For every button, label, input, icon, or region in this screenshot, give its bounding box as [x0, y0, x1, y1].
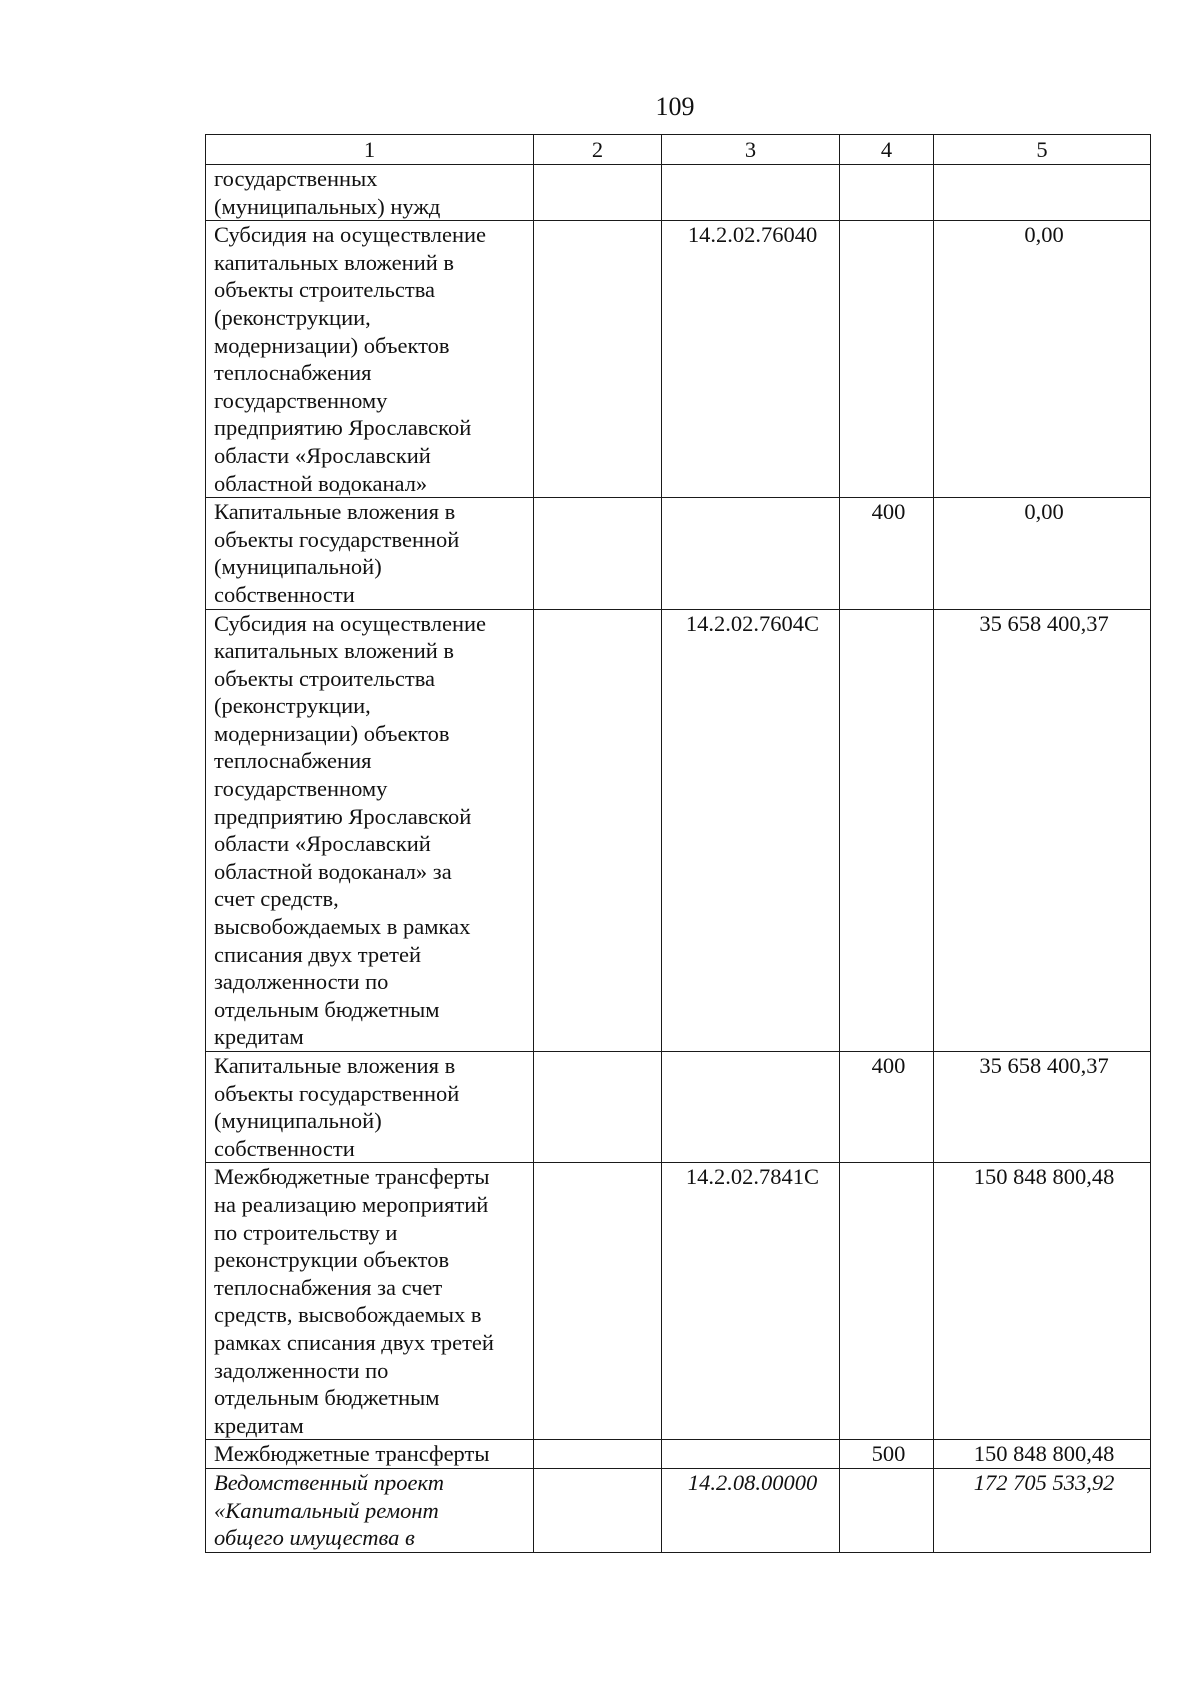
row-name-cell: Капитальные вложения в объекты государственной (муниципальной) собственности: [206, 498, 534, 609]
row-type-cell: [840, 1163, 934, 1440]
row-type-cell: 400: [840, 1052, 934, 1163]
table-row: [206, 498, 1151, 609]
row-name-cell: государственных (муниципальных) нужд: [206, 165, 534, 221]
header-cell-3: 3: [662, 135, 840, 165]
row-col2-cell: [534, 165, 662, 221]
header-cell-5: 5: [934, 135, 1151, 165]
table-row: [206, 1440, 1151, 1469]
table-row: [206, 221, 1151, 498]
row-amount-cell: 0,00: [934, 221, 1151, 498]
header-cell-1: 1: [206, 135, 534, 165]
row-col2-cell: [534, 609, 662, 1052]
table-row: [206, 1468, 1151, 1552]
row-col2-cell: [534, 1163, 662, 1440]
row-code-cell: 14.2.02.7841С: [662, 1163, 840, 1440]
row-type-cell: [840, 1468, 934, 1552]
row-name-cell: Межбюджетные трансферты: [206, 1440, 534, 1469]
table-header-row: [206, 135, 1151, 165]
row-code-cell: 14.2.02.76040: [662, 221, 840, 498]
row-code-cell: [662, 498, 840, 609]
row-type-cell: [840, 165, 934, 221]
row-col2-cell: [534, 221, 662, 498]
table-row: [206, 609, 1151, 1052]
table-row: [206, 165, 1151, 221]
row-col2-cell: [534, 1052, 662, 1163]
row-code-cell: [662, 1440, 840, 1469]
row-type-cell: 400: [840, 498, 934, 609]
row-name-cell: Субсидия на осуществление капитальных вложений в объекты строительства (реконструкции, модернизации) объектов теплоснабжения государственному предприятию Ярославской области «Ярославский областной водоканал» за счет средств, высвобождаемых в рамках списания двух третей задолженности по отдельным бюджетным кредитам: [206, 609, 534, 1052]
row-amount-cell: 150 848 800,48: [934, 1163, 1151, 1440]
row-code-cell: 14.2.08.00000: [662, 1468, 840, 1552]
table-row: [206, 1052, 1151, 1163]
row-code-cell: [662, 1052, 840, 1163]
row-code-cell: [662, 165, 840, 221]
row-type-cell: 500: [840, 1440, 934, 1469]
row-name-cell: Субсидия на осуществление капитальных вложений в объекты строительства (реконструкции, модернизации) объектов теплоснабжения государственному предприятию Ярославской области «Ярославский областной водоканал»: [206, 221, 534, 498]
header-cell-4: 4: [840, 135, 934, 165]
row-amount-cell: 150 848 800,48: [934, 1440, 1151, 1469]
row-name-cell: Межбюджетные трансферты на реализацию мероприятий по строительству и реконструкции объектов теплоснабжения за счет средств, высвобождаемых в рамках списания двух третей задолженности по отдельным бюджетным кредитам: [206, 1163, 534, 1440]
row-type-cell: [840, 609, 934, 1052]
row-amount-cell: 35 658 400,37: [934, 609, 1151, 1052]
row-code-cell: 14.2.02.7604С: [662, 609, 840, 1052]
row-col2-cell: [534, 1440, 662, 1469]
header-cell-2: 2: [534, 135, 662, 165]
row-amount-cell: [934, 165, 1151, 221]
row-name-cell: Ведомственный проект «Капитальный ремонт общего имущества в: [206, 1468, 534, 1552]
row-col2-cell: [534, 1468, 662, 1552]
row-amount-cell: 35 658 400,37: [934, 1052, 1151, 1163]
page-number: 109: [655, 92, 695, 121]
row-name-cell: Капитальные вложения в объекты государственной (муниципальной) собственности: [206, 1052, 534, 1163]
row-amount-cell: 0,00: [934, 498, 1151, 609]
row-amount-cell: 172 705 533,92: [934, 1468, 1151, 1552]
table-row: [206, 1163, 1151, 1440]
row-type-cell: [840, 221, 934, 498]
row-col2-cell: [534, 498, 662, 609]
budget-table: [205, 134, 1151, 1553]
